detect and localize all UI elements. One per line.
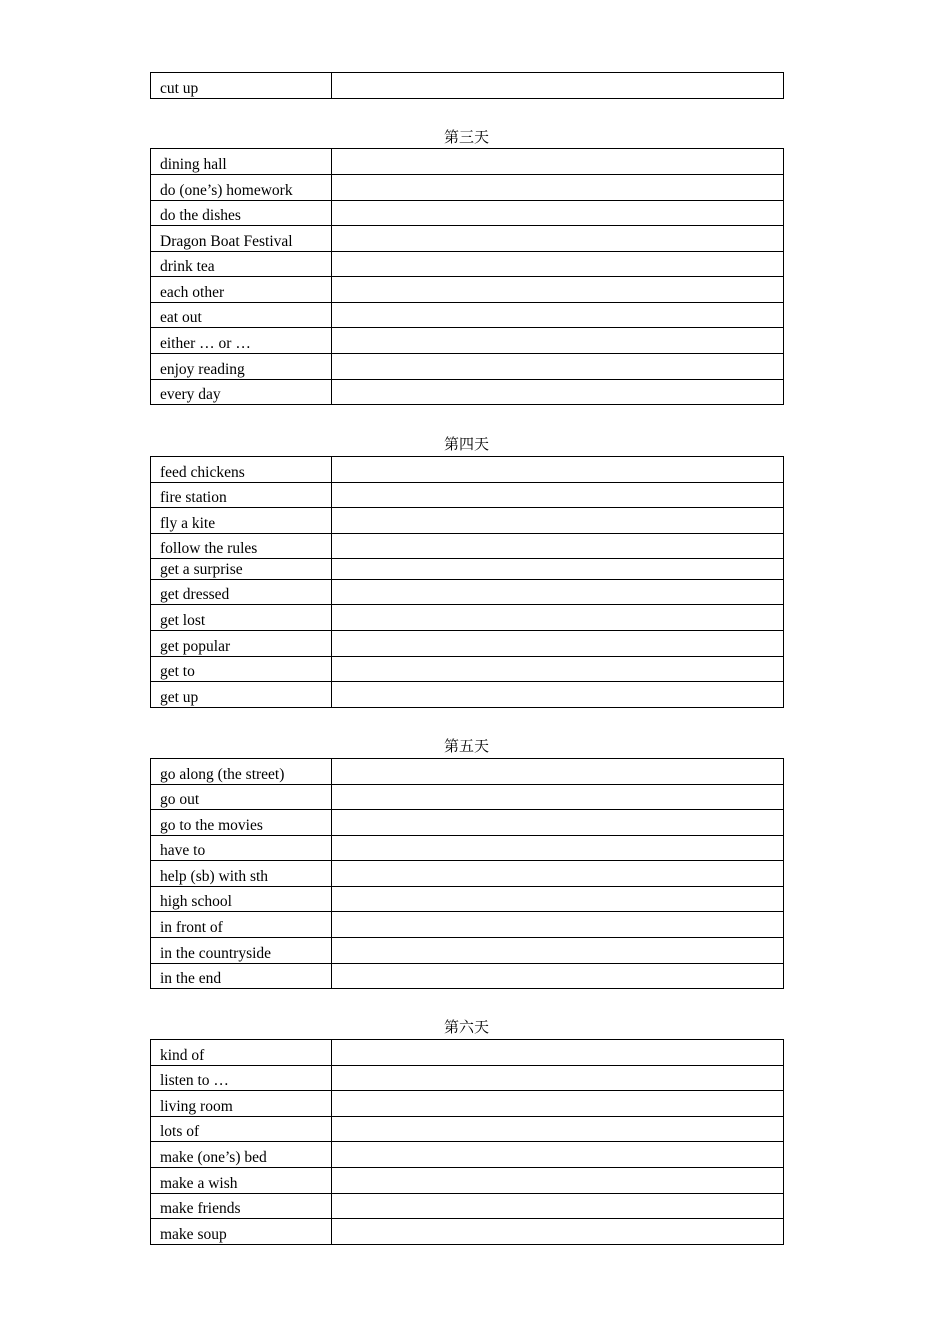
table-row <box>151 964 784 989</box>
phrase-cell: get up <box>151 682 332 708</box>
table-row <box>151 1194 784 1219</box>
answer-blank[interactable] <box>332 483 784 508</box>
answer-blank[interactable] <box>332 252 784 277</box>
answer-blank[interactable] <box>332 964 784 989</box>
vocab-table <box>150 148 784 405</box>
answer-blank[interactable] <box>332 354 784 380</box>
answer-blank[interactable] <box>332 912 784 938</box>
phrase-cell: get popular <box>151 631 332 657</box>
phrase-cell: make soup <box>151 1219 332 1245</box>
answer-blank[interactable] <box>332 785 784 810</box>
phrase-cell: follow the rules <box>151 534 332 559</box>
table-row <box>151 631 784 657</box>
answer-blank[interactable] <box>332 810 784 836</box>
table-row <box>151 457 784 483</box>
answer-blank[interactable] <box>332 149 784 175</box>
vocab-table <box>150 72 784 99</box>
table-row <box>151 1066 784 1091</box>
phrase-cell: listen to … <box>151 1066 332 1091</box>
phrase-cell: high school <box>151 887 332 912</box>
vocab-table <box>150 1039 784 1245</box>
table-row <box>151 657 784 682</box>
phrase-cell: go out <box>151 785 332 810</box>
section-title: 第五天 <box>443 737 489 755</box>
answer-blank[interactable] <box>332 328 784 354</box>
table-row <box>151 559 784 580</box>
table-row <box>151 1040 784 1066</box>
phrase-cell: eat out <box>151 303 332 328</box>
table-row <box>151 1219 784 1245</box>
phrase-cell: Dragon Boat Festival <box>151 226 332 252</box>
section-title: 第四天 <box>443 435 489 453</box>
table-row <box>151 483 784 508</box>
table-row <box>151 175 784 201</box>
table-row <box>151 938 784 964</box>
vocab-table <box>150 758 784 989</box>
answer-blank[interactable] <box>332 657 784 682</box>
answer-blank[interactable] <box>332 380 784 405</box>
answer-blank[interactable] <box>332 303 784 328</box>
section-title: 第三天 <box>443 128 489 146</box>
phrase-cell: cut up <box>151 73 332 99</box>
answer-blank[interactable] <box>332 759 784 785</box>
phrase-cell: every day <box>151 380 332 405</box>
table-row <box>151 354 784 380</box>
phrase-cell: get lost <box>151 605 332 631</box>
answer-blank[interactable] <box>332 580 784 605</box>
answer-blank[interactable] <box>332 887 784 912</box>
answer-blank[interactable] <box>332 682 784 708</box>
table-row <box>151 912 784 938</box>
phrase-cell: living room <box>151 1091 332 1117</box>
table-row <box>151 759 784 785</box>
table-row <box>151 1142 784 1168</box>
table-row <box>151 201 784 226</box>
phrase-cell: either … or … <box>151 328 332 354</box>
table-row <box>151 605 784 631</box>
phrase-cell: have to <box>151 836 332 861</box>
phrase-cell: enjoy reading <box>151 354 332 380</box>
table-row <box>151 508 784 534</box>
table-row <box>151 785 784 810</box>
answer-blank[interactable] <box>332 1219 784 1245</box>
phrase-cell: in front of <box>151 912 332 938</box>
phrase-cell: make a wish <box>151 1168 332 1194</box>
answer-blank[interactable] <box>332 631 784 657</box>
table-row <box>151 277 784 303</box>
answer-blank[interactable] <box>332 1194 784 1219</box>
answer-blank[interactable] <box>332 1168 784 1194</box>
answer-blank[interactable] <box>332 938 784 964</box>
phrase-cell: get a surprise <box>151 559 332 580</box>
answer-blank[interactable] <box>332 201 784 226</box>
answer-blank[interactable] <box>332 1091 784 1117</box>
phrase-cell: go along (the street) <box>151 759 332 785</box>
phrase-cell: fire station <box>151 483 332 508</box>
table-row <box>151 1091 784 1117</box>
answer-blank[interactable] <box>332 226 784 252</box>
answer-blank[interactable] <box>332 1142 784 1168</box>
phrase-cell: get dressed <box>151 580 332 605</box>
answer-blank[interactable] <box>332 861 784 887</box>
phrase-cell: get to <box>151 657 332 682</box>
section-title: 第六天 <box>443 1018 489 1036</box>
table-row <box>151 73 784 99</box>
phrase-cell: fly a kite <box>151 508 332 534</box>
phrase-cell: in the countryside <box>151 938 332 964</box>
answer-blank[interactable] <box>332 277 784 303</box>
answer-blank[interactable] <box>332 73 784 99</box>
phrase-cell: dining hall <box>151 149 332 175</box>
phrase-cell: lots of <box>151 1117 332 1142</box>
table-row <box>151 303 784 328</box>
answer-blank[interactable] <box>332 1066 784 1091</box>
table-row <box>151 887 784 912</box>
table-row <box>151 226 784 252</box>
phrase-cell: in the end <box>151 964 332 989</box>
answer-blank[interactable] <box>332 1117 784 1142</box>
table-row <box>151 810 784 836</box>
table-row <box>151 861 784 887</box>
table-row <box>151 252 784 277</box>
answer-blank[interactable] <box>332 457 784 483</box>
answer-blank[interactable] <box>332 508 784 534</box>
table-row <box>151 380 784 405</box>
table-row <box>151 682 784 708</box>
answer-blank[interactable] <box>332 1040 784 1066</box>
phrase-cell: kind of <box>151 1040 332 1066</box>
phrase-cell: help (sb) with sth <box>151 861 332 887</box>
table-row <box>151 580 784 605</box>
table-row <box>151 534 784 559</box>
table-row <box>151 328 784 354</box>
answer-blank[interactable] <box>332 559 784 580</box>
answer-blank[interactable] <box>332 175 784 201</box>
answer-blank[interactable] <box>332 836 784 861</box>
phrase-cell: make (one’s) bed <box>151 1142 332 1168</box>
phrase-cell: go to the movies <box>151 810 332 836</box>
phrase-cell: make friends <box>151 1194 332 1219</box>
answer-blank[interactable] <box>332 534 784 559</box>
answer-blank[interactable] <box>332 605 784 631</box>
phrase-cell: feed chickens <box>151 457 332 483</box>
table-row <box>151 836 784 861</box>
phrase-cell: drink tea <box>151 252 332 277</box>
phrase-cell: do the dishes <box>151 201 332 226</box>
vocab-table <box>150 456 784 708</box>
phrase-cell: each other <box>151 277 332 303</box>
table-row <box>151 1117 784 1142</box>
table-row <box>151 1168 784 1194</box>
phrase-cell: do (one’s) homework <box>151 175 332 201</box>
table-row <box>151 149 784 175</box>
